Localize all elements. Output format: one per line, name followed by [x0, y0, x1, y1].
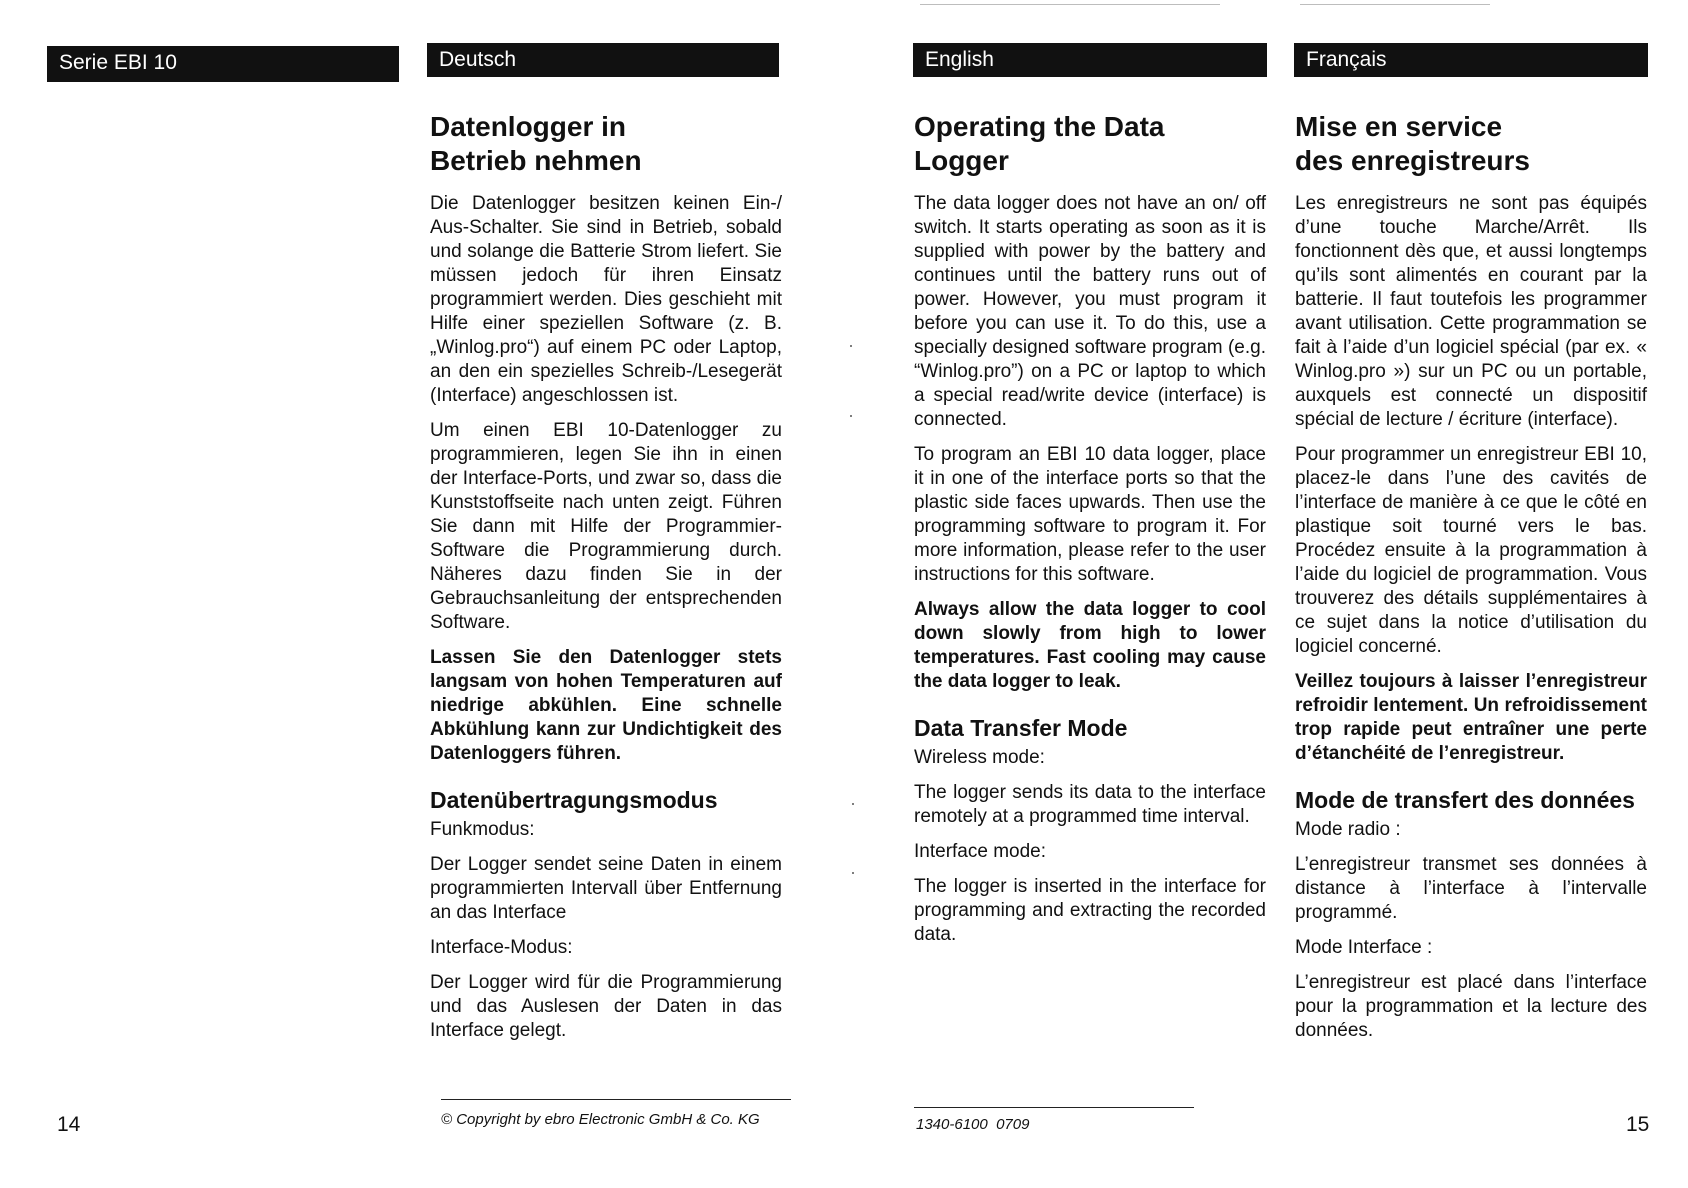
en-paragraph-1: The data logger does not have an on/ off switch. It starts operating as soon as it is supplied with power by the battery and continues until the battery runs out of power. However, you must program it before you can use it. To do this, use a specially designed software program (e.g. “Winlog.pro”) on a PC or laptop to which a special read/write device (interface) is connected.	[914, 193, 1266, 430]
de-paragraph-1: Die Datenlogger besitzen keinen Ein-/ Aus-Schalter. Sie sind in Betrieb, sobald und solange die Batterie Strom liefert. Sie müssen jedoch für ihren Einsatz programmiert werden. Dies geschieht mit Hilfe einer speziellen Software (z. B. „Winlog.pro“) auf einem PC oder Laptop, an den ein spezielles Schreib-/Lesegerät (Interface) angeschlossen ist.	[430, 193, 782, 406]
footer-rule-left	[441, 1099, 791, 1100]
en-mode1-label: Wireless mode:	[914, 747, 1045, 768]
en-subtitle: Data Transfer Mode	[914, 715, 1128, 741]
column-deutsch	[430, 110, 782, 1054]
de-title-line2: Betrieb nehmen	[430, 145, 642, 176]
en-title: Operating the Data Logger	[914, 111, 1165, 176]
scan-artifact-line	[920, 4, 1220, 5]
de-warning: Lassen Sie den Datenlogger stets langsam von hohen Temperaturen auf niedrige abkühlen. Eine schnelle Abkühlung kann zur Undichtigkeit des Datenloggers führen.	[430, 647, 782, 764]
column-english	[914, 110, 1266, 958]
de-mode1-text: Der Logger sendet seine Daten in einem programmierten Intervall über Entfernung an das Interface	[430, 854, 782, 923]
scan-dot	[852, 872, 854, 874]
en-paragraph-2: To program an EBI 10 data logger, place it in one of the interface ports so that the plastic side faces upwards. Then use the programming software to program it. For more information, please refer to the user instructions for this software.	[914, 444, 1266, 585]
en-mode2-label: Interface mode:	[914, 841, 1047, 862]
header-bar-english: English	[913, 43, 1267, 77]
fr-mode1-label: Mode radio :	[1295, 819, 1401, 840]
header-bar-francais: Français	[1294, 43, 1648, 77]
scan-dot	[852, 803, 854, 805]
en-mode2-text: The logger is inserted in the interface for programming and extracting the recorded data.	[914, 876, 1266, 945]
en-mode1-text: The logger sends its data to the interface remotely at a programmed time interval.	[914, 782, 1266, 827]
header-bar-deutsch: Deutsch	[427, 43, 779, 77]
page-number-right: 15	[1626, 1113, 1650, 1136]
de-title	[430, 110, 782, 178]
de-mode1-label: Funkmodus:	[430, 819, 535, 840]
fr-warning: Veillez toujours à laisser l’enregistreur refroidir lentement. Un refroidissement trop rapide peut entraîner une perte d’étanchéité de l’enregistreur.	[1295, 671, 1647, 764]
footer-rule-right	[914, 1107, 1194, 1108]
fr-paragraph-1: Les enregistreurs ne sont pas équipés d’une touche Marche/Arrêt. Ils fonctionnent dès que, et aussi longtemps qu’ils sont alimentés en courant par la batterie. Il faut toutefois les programmer avant utilisation. Cette programmation se fait à l’aide d’un logiciel spécial (par ex. « Winlog.pro ») sur un PC ou un portable, auxquels est connecté un dispositif spécial de lecture / écriture (interface).	[1295, 193, 1647, 430]
page-number-left: 14	[57, 1113, 81, 1136]
footer-copyright: © Copyright by ebro Electronic GmbH & Co. KG	[441, 1111, 760, 1128]
fr-mode2-text: L’enregistreur est placé dans l’interface pour la programmation et la lecture des données.	[1295, 972, 1647, 1041]
fr-paragraph-2: Pour programmer un enregistreur EBI 10, placez-le dans l’une des cavités de l’interface de manière à ce que le côté en plastique soit tourné vers le bas. Procédez ensuite à la programmation à l’aide du logiciel de programmation. Vous trouverez des détails supplémentaires à ce sujet dans la notice d’utilisation du logiciel concerné.	[1295, 444, 1647, 657]
fr-title-line2: des enregistreurs	[1295, 145, 1530, 176]
fr-title-line1: Mise en service	[1295, 111, 1503, 142]
de-subtitle: Datenübertragungsmodus	[430, 787, 718, 813]
header-bar-series: Serie EBI 10	[47, 46, 399, 82]
scan-dot	[850, 415, 852, 417]
fr-subtitle: Mode de transfert des données	[1295, 787, 1635, 813]
fr-mode1-text: L’enregistreur transmet ses données à distance à l’interface à l’intervalle programmé.	[1295, 854, 1647, 923]
de-mode2-text: Der Logger wird für die Programmierung und das Auslesen der Daten in das Interface gelegt.	[430, 972, 782, 1041]
scan-dot	[850, 345, 852, 347]
de-title-line1: Datenlogger in	[430, 111, 627, 142]
footer-doc-code: 1340-6100 0709	[916, 1116, 1030, 1133]
de-mode2-label: Interface-Modus:	[430, 937, 573, 958]
en-warning: Always allow the data logger to cool down slowly from high to lower temperatures. Fast cooling may cause the data logger to leak.	[914, 599, 1266, 692]
column-francais	[1295, 110, 1647, 1054]
fr-title	[1295, 110, 1647, 178]
fr-mode2-label: Mode Interface :	[1295, 937, 1433, 958]
de-paragraph-2: Um einen EBI 10-Datenlogger zu programmieren, legen Sie ihn in einen der Interface-Ports, und zwar so, dass die Kunststoffseite nach unten zeigt. Führen Sie dann mit Hilfe der Programmier-Software die Programmierung durch. Näheres dazu finden Sie in der Gebrauchsanleitung der entsprechenden Software.	[430, 420, 782, 633]
scan-artifact-line	[1300, 4, 1490, 5]
